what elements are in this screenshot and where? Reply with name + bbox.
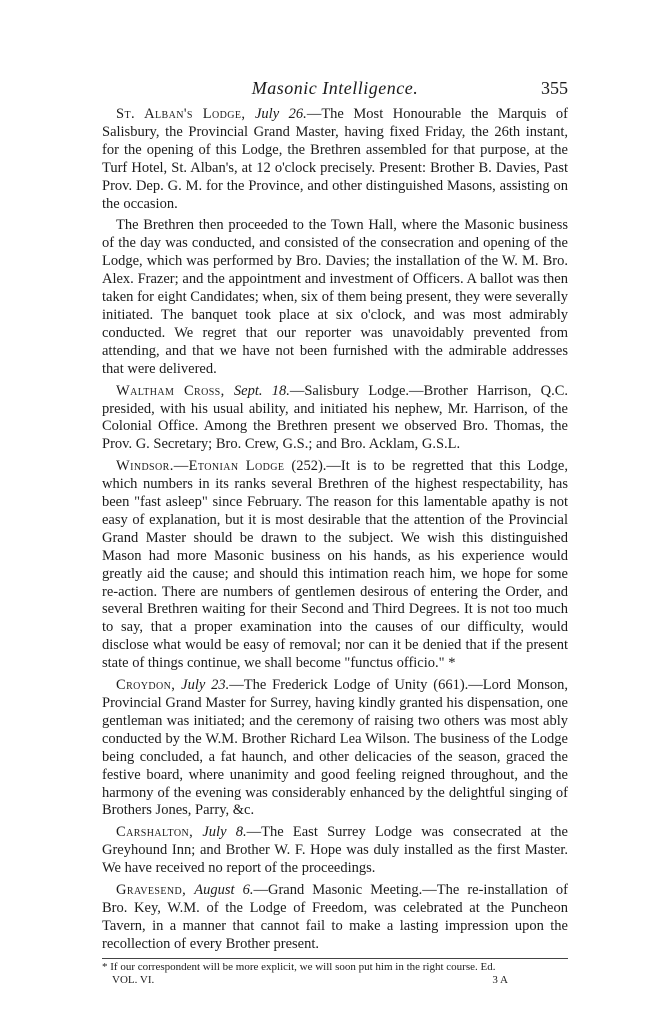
paragraph-text: (252).—It is to be regretted that this Lodge, which numbers in its ranks several Brethren of the highest respectability, has been "fast asleep" since February. The reason for this lamentable apathy is not easy of explanation, but it is most desirable that the attention of the Provincial Grand Master should be drawn to the subject. We wish this distinguished Mason had more Masonic business on his hands, as his experience would greatly aid the cause; and should this intimation reach him, we hope for some re-action. There are numbers of gentlemen desirous of entering the Order, and several Brethren waiting for their Second and Third Degrees. It is not too much to say, that a proper examination into the causes of our difficulty, would disclose what would be easy of removal; nor can it be denied that if the present state of things continue, we shall become "functus officio." * <box>102 458 568 672</box>
paragraph-text: —The East Surrey Lodge was consecrated at the Greyhound Inn; and Brother W. F. Hope was duly installed as the first Master. We have received no report of the proceedings. <box>102 824 568 877</box>
paragraph-croydon <box>102 677 568 820</box>
paragraph-date: July 23. <box>181 677 230 694</box>
signature-mark: 3 A <box>492 973 508 986</box>
paragraph-st-albans <box>102 106 568 213</box>
paragraph-date: August 6. <box>194 882 254 899</box>
paragraph-date: July 8. <box>202 824 247 841</box>
paragraph-date: Sept. 18. <box>233 382 290 399</box>
volume-label: VOL. VI. <box>112 973 155 986</box>
paragraph-lead: Waltham Cross, <box>116 382 225 399</box>
paragraph-gravesend <box>102 882 568 954</box>
running-title: Masonic Intelligence. <box>251 78 419 98</box>
article-body <box>102 106 568 988</box>
paragraph-text: —The Frederick Lodge of Unity (661).—Lord Monson, Provincial Grand Master for Surrey, having kindly granted his dispensation, one gentleman was initiated; and the ceremony of raising two others was most ably conducted by the W.M. Brother Richard Lea Wilson. The business of the Lodge being concluded, a fat haunch, and other delicacies of the season, graced the festive board, where unanimity and good feeling reigned throughout, and the harmony of the evening was considerably enhanced by the delightful singing of Brothers Jones, Parry, &c. <box>102 677 568 819</box>
paragraph-carshalton <box>102 824 568 878</box>
paragraph-text: —Grand Masonic Meeting.—The re-installation of Bro. Key, W.M. of the Lodge of Freedom, was celebrated at the Puncheon Tavern, in a manner that cannot fail to make a lasting impression upon the recollection of every Brother present. <box>102 882 569 952</box>
paragraph-date: July 26. <box>254 106 307 122</box>
paragraph-text: —The Most Honourable the Marquis of Salisbury, the Provincial Grand Master, having fixed Friday, the 26th instant, for the opening of this Lodge, the Brethren assembled for that purpose, at the Turf Hotel, St. Alban's, at 12 o'clock precisely. Present: Brother B. Davies, Past Prov. Dep. G. M. for the Province, and other distinguished Masons, assisting on the occasion. <box>102 106 568 212</box>
page-number: 355 <box>541 78 568 98</box>
signature-line <box>102 974 568 988</box>
paragraph-lead: Carshalton, <box>116 824 194 841</box>
paragraph-text: The Brethren then proceeded to the Town Hall, where the Masonic business of the day was conducted, and consisted of the consecration and opening of the Lodge, which was performed by Bro. Davies; the installation of the W. M. Bro. Alex. Frazer; and the appointment and investment of Officers. A ballot was then taken for eight Candidates; when, six of them being present, they were severally initiated. The banquet took place at six o'clock, and was most admirably conducted. We regret that our reporter was unavoidably prevented from attending, and that we have not been furnished with the admirable addresses that were delivered. <box>102 217 568 377</box>
paragraph-town-hall <box>102 217 568 378</box>
footnote-text: * If our correspondent will be more explicit, we will soon put him in the right course. Ed. <box>102 960 496 973</box>
running-header <box>102 78 568 102</box>
paragraph-lead: St. Alban's Lodge, <box>116 106 246 122</box>
paragraph-lead: Gravesend, <box>116 882 187 899</box>
paragraph-text: —Salisbury Lodge.—Brother Harrison, Q.C. presided, with his usual ability, and initiated his nephew, Mr. Harrison, of the Colonial Office. Among the Brethren present we observed Bro. Thomas, the Prov. G. Secretary; Bro. Crew, G.S.; and Bro. Acklam, G.S.L. <box>102 382 569 453</box>
paragraph-waltham-cross <box>102 383 568 455</box>
paragraph-lead: Croydon, <box>116 677 176 694</box>
paragraph-lead: Windsor.—Etonian Lodge <box>116 458 285 475</box>
footnote <box>102 958 568 988</box>
paragraph-windsor <box>102 458 568 673</box>
